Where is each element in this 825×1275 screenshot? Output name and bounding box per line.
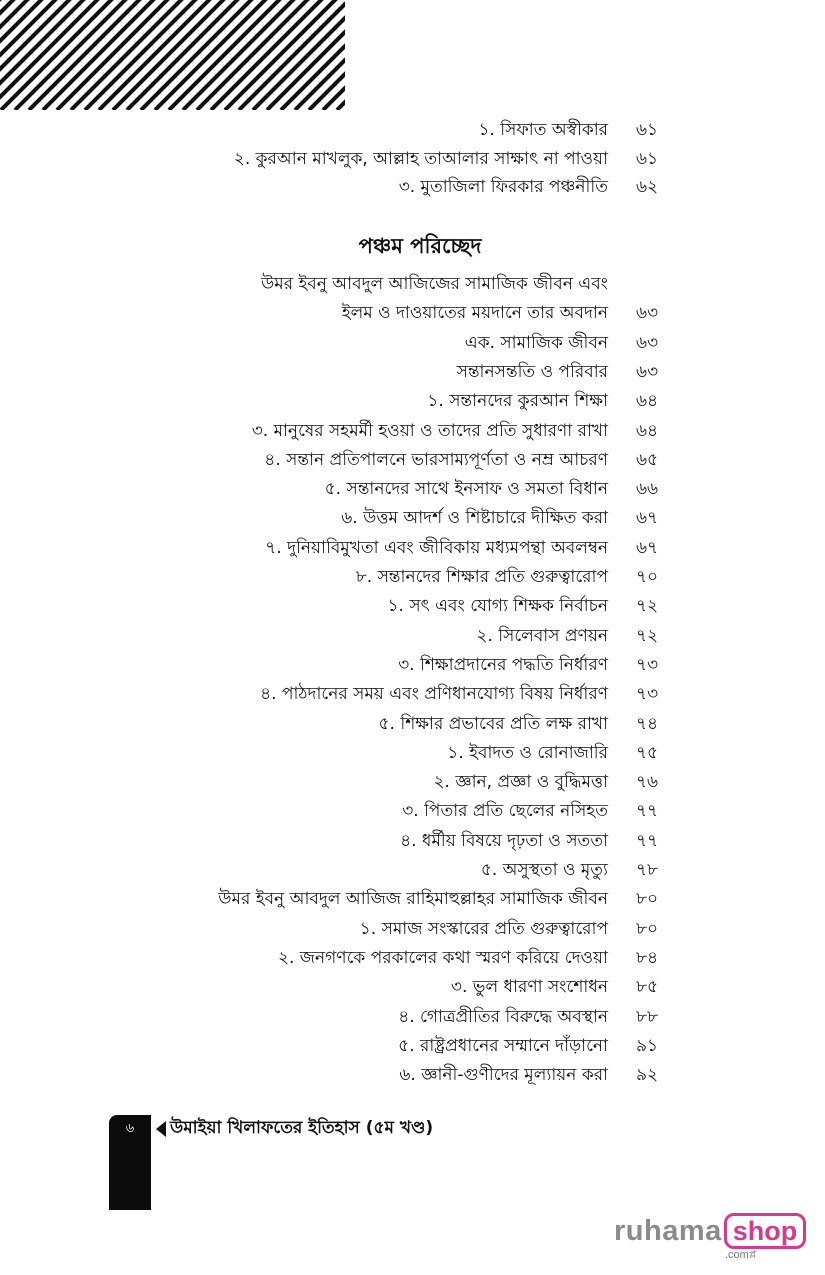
toc-entry-title: ৩. পিতার প্রতি ছেলের নসিহত (402, 801, 608, 822)
toc-entry (150, 1032, 690, 1060)
toc-entry-page: ৮৮ (636, 1006, 659, 1027)
toc-entry-page: ৬৫ (636, 449, 659, 470)
toc-entry-page: ৭৩ (636, 654, 659, 675)
toc-entry-title: ২. সিলেবাস প্রণয়ন (476, 625, 608, 646)
toc-entry-page: ৭৭ (636, 801, 659, 822)
toc-entry-title: ইলম ও দাওয়াতের ময়দানে তার অবদান (341, 303, 608, 324)
toc-entry (150, 592, 690, 620)
toc-entry-page: ৬২ (636, 177, 659, 197)
toc-entry-title: ৩. মানুষের সহমর্মী হওয়া ও তাদের প্রতি সুধারণা রাখা (251, 420, 608, 441)
toc-entry-title: ৬. জ্ঞানী-গুণীদের মূল্যায়ন করা (399, 1065, 608, 1086)
toc-entry (150, 710, 690, 738)
watermark-text-shop: shop (724, 1213, 807, 1249)
toc-entry-title: ৫. অসুস্থতা ও মৃত্যু (480, 860, 608, 880)
toc-entry-title: ২. জ্ঞান, প্রজ্ঞা ও বুদ্ধিমত্তা (433, 772, 608, 793)
toc-entry-page: ৬৩ (636, 332, 659, 353)
toc-entry (150, 116, 690, 144)
toc-entry-title: ৮. সন্তানদের শিক্ষার প্রতি গুরুত্বারোপ (355, 567, 608, 587)
toc-entry (150, 387, 690, 415)
toc-entry (150, 329, 690, 357)
toc-entry-title: ৪. ধর্মীয় বিষয়ে দৃঢ়তা ও সততা (400, 830, 608, 851)
toc-entry (150, 739, 690, 767)
toc-entry-title: ৩. ভুল ধারণা সংশোধন (450, 977, 608, 998)
toc-entry (150, 534, 690, 562)
toc-entry (150, 768, 690, 796)
toc-entry-page: ৬৭ (636, 508, 659, 529)
toc-entry-title: ৫. শিক্ষার প্রভাবের প্রতি লক্ষ রাখা (378, 713, 608, 734)
footer-page-number: ৬ (125, 1121, 135, 1136)
toc-entry (150, 358, 690, 386)
toc-entry (150, 680, 690, 708)
toc-entry-title: ১. সৎ এবং যোগ্য শিক্ষক নির্বাচন (387, 596, 608, 617)
page-tab (109, 1115, 151, 1210)
toc-entry (150, 885, 690, 913)
toc-entry (150, 145, 690, 173)
arrow-left-icon (156, 1121, 166, 1137)
toc-entry-title: ১. সিফাত অস্বীকার (478, 120, 608, 140)
toc-entry-title: ৪. সন্তান প্রতিপালনে ভারসাম্যপূর্ণতা ও নম্র আচরণ (264, 449, 608, 470)
toc-entry (150, 915, 690, 943)
toc-entry-page: ৬৩ (636, 361, 659, 382)
toc-entry (150, 173, 690, 201)
toc-entry (150, 446, 690, 474)
toc-entry (150, 797, 690, 825)
toc-entry-title: ৫. রাষ্ট্রপ্রধানের সম্মানে দাঁড়ানো (398, 1035, 608, 1056)
toc-entry-title: উমর ইবনু আবদুল আজিজ রাহিমাহুল্লাহর সামাজিক জীবন (218, 889, 608, 910)
watermark-logo (614, 1213, 806, 1261)
toc-entry (150, 827, 690, 855)
toc-entry-page: ৯১ (636, 1035, 659, 1056)
toc-entry-page: ৭৩ (636, 684, 659, 705)
toc-entry-title: ২. জনগণকে পরকালের কথা স্মরণ করিয়ে দেওয়া (277, 947, 608, 968)
toc-entry-title: ১. সন্তানদের কুরআন শিক্ষা (427, 391, 608, 412)
toc-entry (150, 270, 690, 298)
toc-entry (150, 856, 690, 884)
toc-entry-page: ৬৪ (636, 391, 659, 412)
toc-entry-page: ৭২ (636, 625, 659, 646)
toc-entry-title: ৩. শিক্ষাপ্রদানের পদ্ধতি নির্ধারণ (398, 654, 608, 675)
toc-entry-title: ৬. উত্তম আদর্শ ও শিষ্টাচারে দীক্ষিত করা (341, 508, 608, 529)
toc-entry-page: ৬১ (636, 148, 659, 169)
toc-entry-title: ৭. দুনিয়াবিমুখতা এবং জীবিকায় মধ্যমপন্থা অবলম্বন (265, 537, 608, 558)
toc-entry-title: ৪. গোত্রপ্রীতির বিরুদ্ধে অবস্থান (398, 1006, 608, 1027)
toc-entry (150, 475, 690, 503)
toc-entry (150, 622, 690, 650)
toc-entry-page: ৭৪ (636, 713, 659, 734)
toc-entry-title: ৫. সন্তানদের সাথে ইনসাফ ও সমতা বিধান (324, 479, 608, 500)
toc-entry-title: এক. সামাজিক জীবন (464, 332, 608, 353)
watermark-text-ruhama: ruhama (614, 1214, 722, 1247)
toc-entry-page: ৬৪ (636, 420, 659, 441)
footer-book-title: উমাইয়া খিলাফতের ইতিহাস (৫ম খণ্ড) (170, 1118, 434, 1138)
toc-entry-page: ৭৮ (636, 860, 659, 880)
toc-entry-title: ২. কুরআন মাখলুক, আল্লাহ তাআলার সাক্ষাৎ না পাওয়া (233, 148, 608, 169)
toc-entry-title: উমর ইবনু আবদুল আজিজের সামাজিক জীবন এবং (261, 274, 608, 294)
toc-entry (150, 417, 690, 445)
toc-entry-page: ৭০ (636, 567, 659, 587)
toc-entry-title: ১. সমাজ সংস্কারের প্রতি গুরুত্বারোপ (359, 918, 608, 939)
toc-entry (150, 504, 690, 532)
toc-entry-page: ৮৫ (636, 977, 659, 998)
toc-entry-title: সন্তানসন্ততি ও পরিবার (456, 361, 608, 382)
toc-entry (150, 944, 690, 972)
toc-entry-page: ৯২ (636, 1065, 659, 1086)
toc-entry-page: ৭৫ (636, 742, 659, 763)
toc-entry (150, 1003, 690, 1031)
watermark-text-com: .comপ্ল (725, 1249, 757, 1261)
chapter-heading: পঞ্চম পরিচ্ছেদ (358, 234, 482, 258)
toc-entry-page: ৮০ (636, 918, 659, 939)
toc-entry-page: ৬৭ (636, 537, 659, 558)
toc-entry-page: ৭২ (636, 596, 659, 617)
toc-entry (150, 563, 690, 591)
toc-entry (150, 299, 690, 327)
toc-entry (150, 1061, 690, 1089)
toc-entry-page: ৭৭ (636, 830, 659, 851)
toc-entry (150, 651, 690, 679)
toc-entry-page: ৬১ (636, 120, 659, 140)
toc-entry-page: ৬৩ (636, 303, 659, 324)
toc-entry-page: ৬৬ (636, 479, 659, 500)
toc-entry-page: ৭৬ (636, 772, 659, 793)
toc-entry-title: ৪. পাঠদানের সময় এবং প্রণিধানযোগ্য বিষয় নির্ধারণ (260, 684, 608, 705)
toc-entry-page: ৮০ (636, 889, 659, 910)
toc-entry-title: ৩. মুতাজিলা ফিরকার পঞ্চনীতি (398, 177, 608, 197)
toc-entry (150, 973, 690, 1001)
toc-entry-title: ১. ইবাদত ও রোনাজারি (447, 742, 608, 763)
toc-entry-page: ৮৪ (636, 947, 659, 968)
diagonal-stripes-decoration (0, 0, 345, 110)
